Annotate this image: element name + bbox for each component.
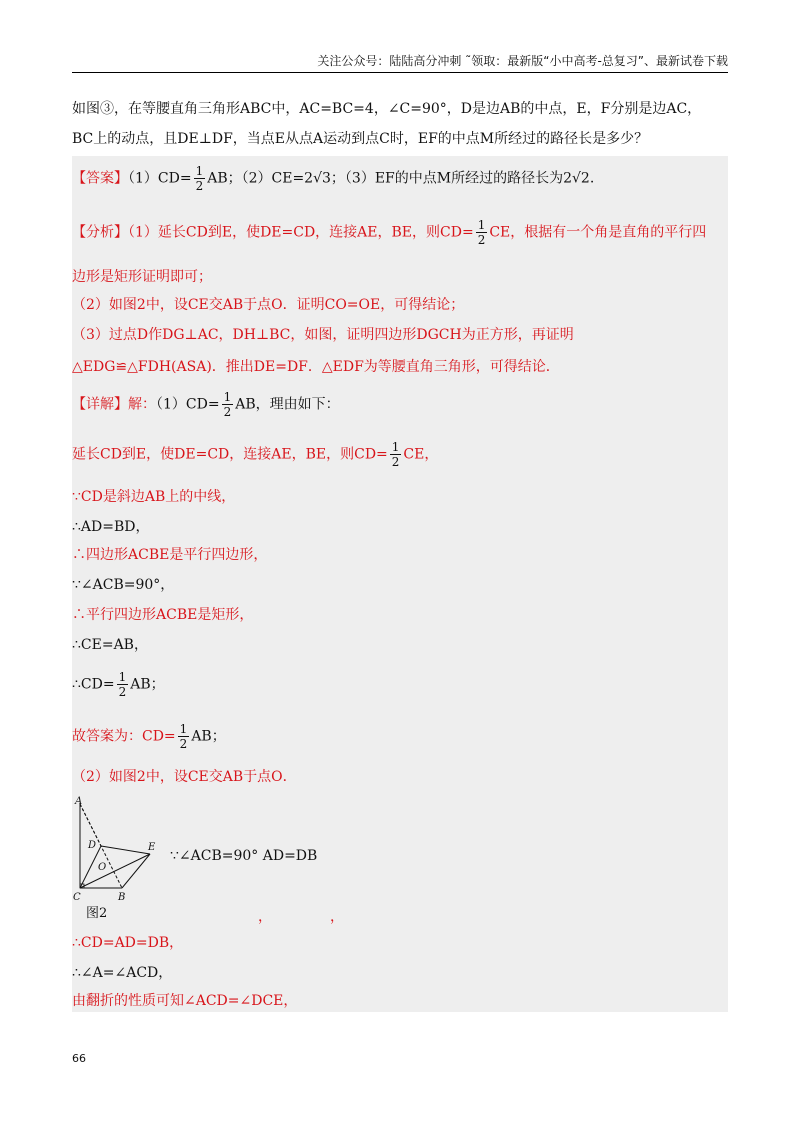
analysis-line-5: △EDG≌△FDH(ASA)．推出DE=DF．△EDF为等腰直角三角形，可得结论． [72, 359, 560, 375]
answer-line [72, 164, 728, 193]
detail-line-9: ∴CD= $\frac{1}{2}$ AB； [72, 670, 165, 699]
analysis-line-3: （2）如图2中，设CE交AB于点O．证明CO=OE，可得结论； [72, 297, 465, 313]
detail-line-6: ∵∠ACB=90°， [72, 577, 175, 593]
analysis-line-1: 【分析】（1）延长CD到E，使DE=CD，连接AE，BE，则CD= $\frac{1}{2}$ CE，根据有一个角是直角的平行四 [72, 218, 707, 247]
detail-fraction-2: $\frac{1}{2}$ [391, 440, 400, 469]
stray-comma-1: ， [258, 909, 272, 925]
question-text [72, 94, 732, 154]
detail-line-10: 故答案为：CD= $\frac{1}{2}$ AB； [72, 722, 226, 751]
answer-part1: （1）CD= [128, 170, 192, 187]
analysis-line-4: （3）过点D作DG⊥AC，DH⊥BC，如图，证明四边形DGCH为正方形，再证明 [72, 327, 574, 343]
detail-fraction-4: $\frac{1}{2}$ [179, 722, 188, 751]
figure-caption: 图2 [86, 906, 108, 921]
label-o: O [98, 862, 107, 873]
detail-line-12: ∴CD=AD=DB， [72, 935, 184, 951]
stray-comma-2: ， [330, 909, 344, 925]
answer-rest: AB；（2）CE=2√3；（3）EF的中点M所经过的路径长为2√2. [207, 170, 595, 187]
detail-label: 【详解】解： [72, 396, 156, 413]
detail-line-5: ∴四边形ACBE是平行四边形， [72, 547, 268, 563]
label-c: C [73, 892, 81, 903]
detail-fraction-3: $\frac{1}{2}$ [118, 670, 127, 699]
page-number: 66 [72, 1052, 86, 1065]
detail-line-7: ∴平行四边形ACBE是矩形， [72, 607, 254, 623]
label-b: B [118, 892, 126, 903]
analysis-line-2: 边形是矩形证明即可； [72, 269, 212, 285]
analysis-label: 【分析】 [72, 224, 128, 241]
detail-line-3: ∵CD是斜边AB上的中线， [72, 489, 236, 505]
answer-panel [72, 156, 728, 1012]
question-line-1: 如图③，在等腰直角三角形ABC中，AC=BC=4，∠C=90°，D是边AB的中点，E，F分别是边AC， [72, 101, 702, 117]
label-d: D [88, 840, 97, 851]
header-divider [72, 72, 728, 73]
detail-line-1: 【详解】解：（1）CD= $\frac{1}{2}$ AB，理由如下： [72, 390, 340, 419]
answer-label: 【答案】 [72, 170, 128, 187]
analysis-fraction: $\frac{1}{2}$ [477, 218, 486, 247]
label-e: E [148, 842, 156, 853]
label-a: A [75, 796, 83, 807]
detail-line-14: 由翻折的性质可知∠ACD=∠DCE， [72, 993, 298, 1009]
figure-side-text: ∵∠ACB=90° AD=DB [170, 848, 318, 864]
detail-line-2: 延长CD到E，使DE=CD，连接AE，BE，则CD= $\frac{1}{2}$ CE， [72, 440, 439, 469]
page-header: 关注公众号：陆陆高分冲刺 ˜领取：最新版“小中高考-总复习”、最新试卷下载 [317, 54, 728, 68]
answer-fraction: $\frac{1}{2}$ [195, 164, 204, 193]
detail-line-4: ∴AD=BD， [72, 519, 150, 535]
detail-line-13: ∴∠A=∠ACD， [72, 965, 173, 981]
detail-line-11: （2）如图2中，设CE交AB于点O． [72, 769, 297, 785]
detail-fraction-1: $\frac{1}{2}$ [223, 390, 232, 419]
detail-line-8: ∴CE=AB， [72, 637, 148, 653]
geometry-figure [72, 796, 162, 906]
question-line-2: BC上的动点，且DE⊥DF，当点E从点A运动到点C时，EF的中点M所经过的路径长是多少？ [72, 131, 649, 147]
